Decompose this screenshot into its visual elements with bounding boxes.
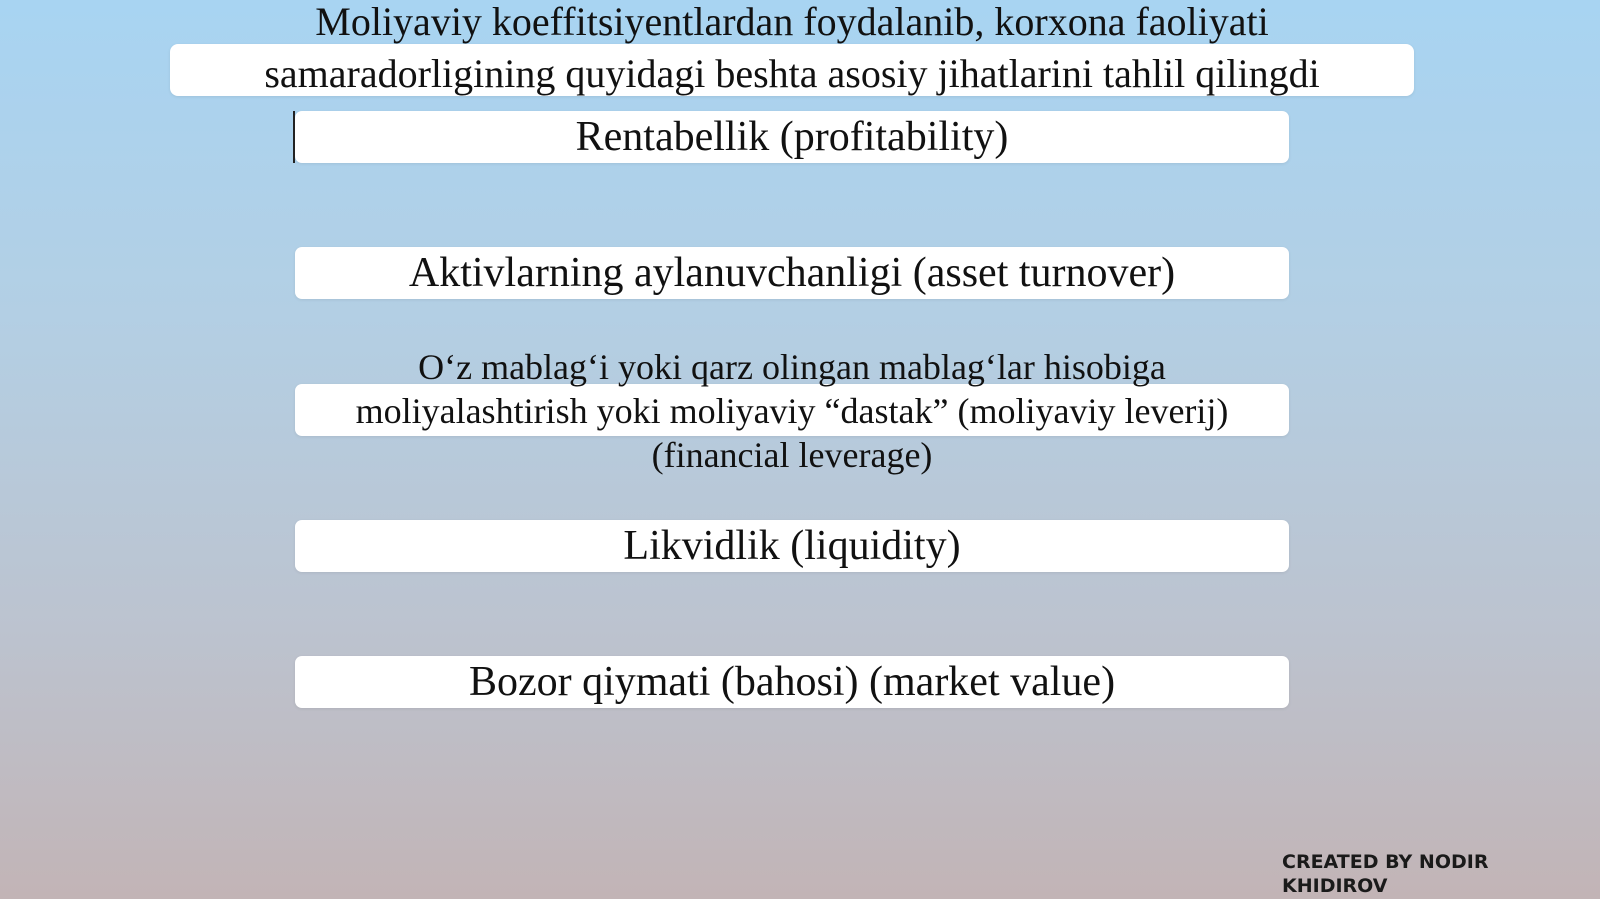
- item-label-asset-turnover: Aktivlarning aylanuvchanligi (asset turnover): [408, 250, 1176, 296]
- item-label-profitability: Rentabellik (profitability): [575, 114, 1009, 160]
- item-label-financial-leverage: O‘z mablag‘i yoki qarz olingan mablag‘lar hisobiga moliyalashtirish yoki moliyaviy “dastak” (moliyaviy leverij) (financial leverage): [355, 347, 1229, 475]
- item-label-liquidity: Likvidlik (liquidity): [623, 523, 961, 569]
- author-credit: CREATED BY NODIR KHIDIROV: [1282, 851, 1489, 897]
- item-label-market-value: Bozor qiymati (bahosi) (market value): [468, 659, 1116, 705]
- slide-title: Moliyaviy koeffitsiyentlardan foydalanib, korxona faoliyati samaradorligining quyidagi beshta asosiy jihatlarini tahlil qilingdi: [264, 0, 1320, 96]
